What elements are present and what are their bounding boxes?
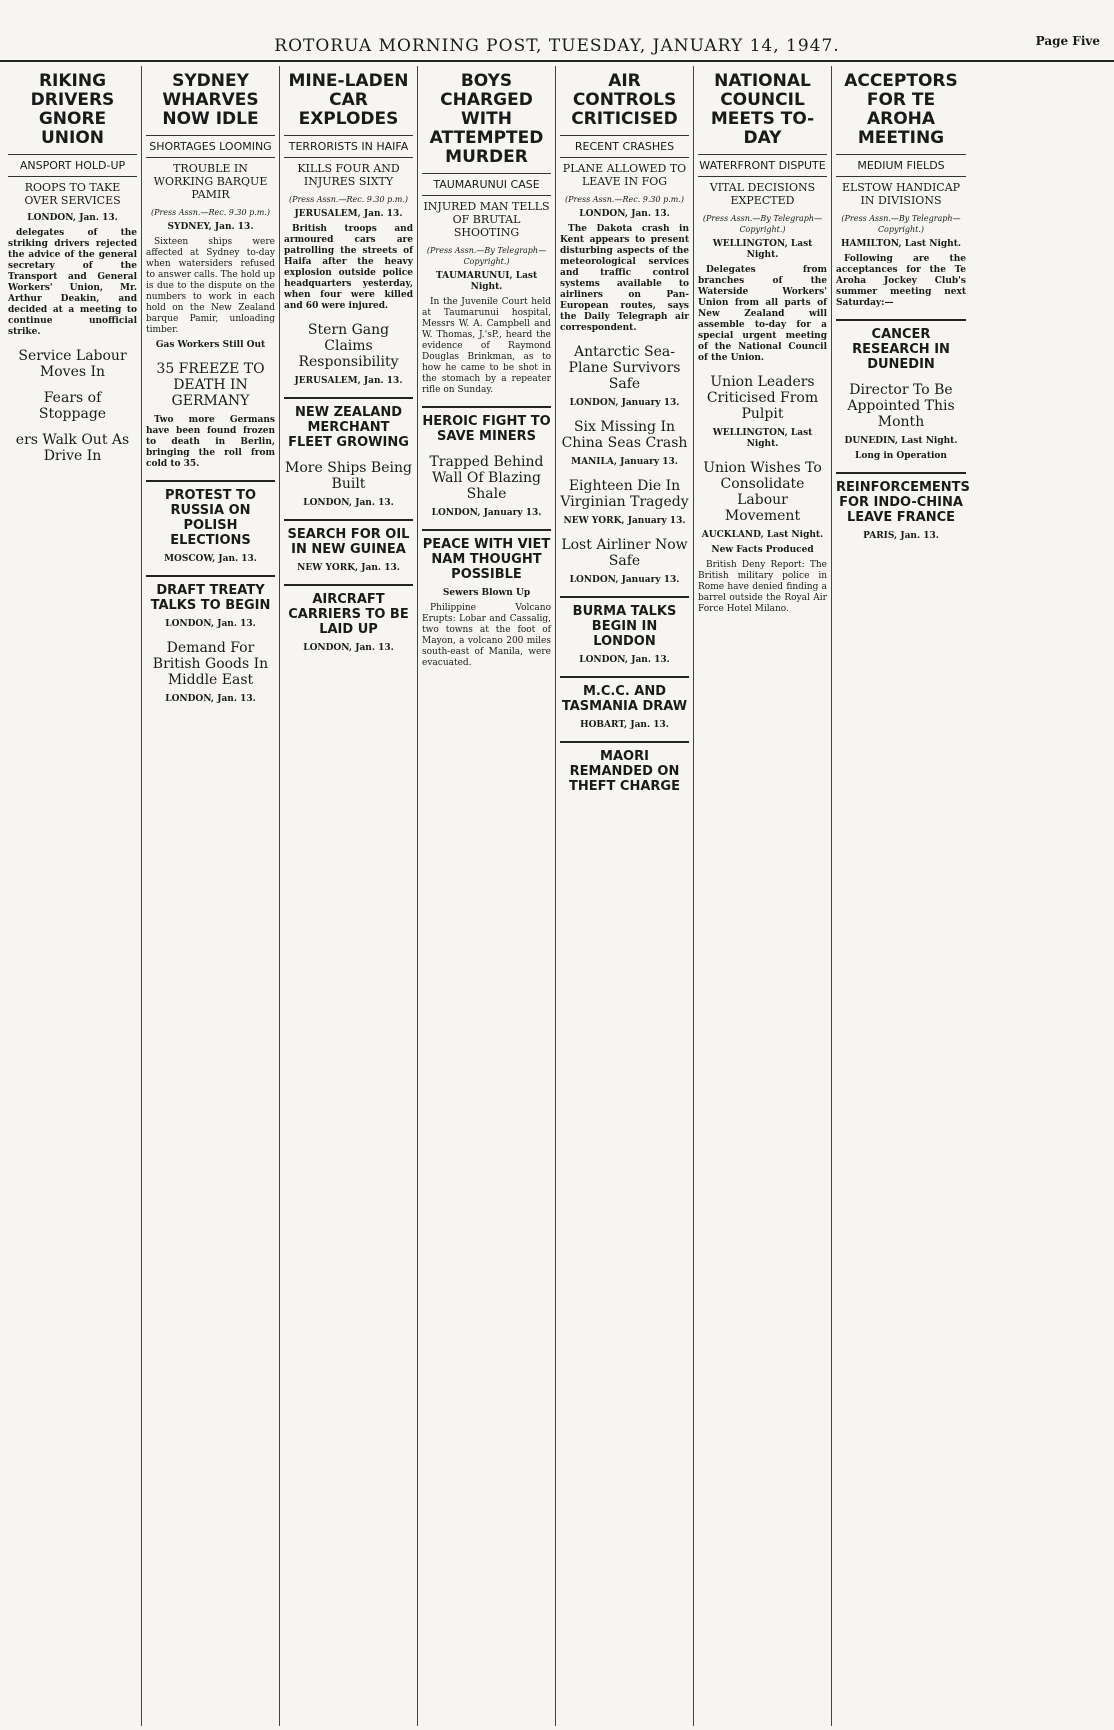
headline-2: CANCER RESEARCH IN DUNEDIN — [836, 319, 966, 372]
headline-4: MAORI REMANDED ON THEFT CHARGE — [560, 741, 689, 794]
subheading: Gas Workers Still Out — [155, 340, 266, 350]
press-credit: (Press Assn.—By Telegraph—Copyright.) — [841, 214, 961, 234]
dateline-6: HOBART, Jan. 13. — [580, 720, 669, 730]
deck: SHORTAGES LOOMING — [146, 135, 275, 158]
deck-2: VITAL DECISIONS EXPECTED — [709, 181, 816, 207]
subheading-3: Sewers Blown Up — [442, 588, 531, 598]
subheading-3: Eighteen Die In Virginian Tragedy — [560, 478, 689, 510]
headline: RIKING DRIVERS GNORE UNION — [30, 71, 115, 148]
dateline-2: AUCKLAND, Last Night. — [701, 530, 824, 540]
article-body: Delegates from branches of the Waterside Workers' Union from all parts of New Zealand will assemble to-day for a special urgent meeting of the National Council of the Union. — [698, 265, 827, 363]
press-credit: (Press Assn.—Rec. 9.30 p.m.) — [564, 195, 685, 204]
subheading-3: Long in Operation — [855, 451, 947, 461]
dateline-2: LONDON, Jan. 13. — [303, 498, 394, 508]
masthead — [0, 36, 1114, 62]
subheading-2: Trapped Behind Wall Of Blazing Shale — [429, 454, 544, 502]
article-body: delegates of the striking drivers rejected the advice of the general secretary of the Transport and General Workers' Union, Mr. Arthur Deakin, and decided at a meeting to continue unofficial strike. — [8, 228, 137, 337]
dateline-4: LONDON, Jan. 13. — [303, 643, 394, 653]
subheading-2: More Ships Being Built — [285, 460, 412, 492]
dateline-2: DUNEDIN, Last Night. — [844, 436, 958, 446]
dateline: JERUSALEM, Jan. 13. — [294, 209, 403, 219]
deck-2: INJURED MAN TELLS OF BRUTAL SHOOTING — [423, 200, 550, 239]
dateline-3: NEW YORK, Jan. 13. — [297, 563, 400, 573]
article-body: British troops and armoured cars are patrolling the streets of Haifa after the heavy explosion outside police headquarters yesterday, when four were killed and 60 were injured. — [284, 224, 413, 311]
subheading: ers Walk Out As Drive In — [15, 432, 130, 464]
dateline-5: LONDON, Jan. 13. — [579, 655, 670, 665]
press-credit: (Press Assn.—Rec. 9.30 p.m.) — [288, 195, 409, 204]
subheading-4: Lost Airliner Now Safe — [561, 537, 688, 569]
deck: MEDIUM FIELDS — [836, 154, 966, 177]
subheading-2: Union Wishes To Consolidate Labour Movement — [703, 460, 822, 524]
page-number: Page Five — [1035, 34, 1100, 48]
headline: ACCEPTORS FOR TE AROHA MEETING — [844, 71, 958, 148]
dateline: LONDON, Jan. 13. — [579, 209, 670, 219]
headline: AIR CONTROLS CRITICISED — [571, 71, 678, 129]
dateline-3: NEW YORK, January 13. — [563, 516, 686, 526]
article-body-2: Two more Germans have been found frozen to death in Berlin, bringing the roll from cold to 35. — [146, 415, 275, 469]
headline-2: NEW ZEALAND MERCHANT FLEET GROWING — [284, 397, 413, 450]
column-5 — [556, 66, 694, 1726]
subheading: Fears of Stoppage — [38, 390, 107, 422]
dateline: WELLINGTON, Last Night. — [712, 239, 813, 260]
column-6 — [694, 66, 832, 1726]
press-credit: (Press Assn.—By Telegraph—Copyright.) — [702, 214, 823, 234]
press-credit: (Press Assn.—By Telegraph—Copyright.) — [426, 246, 547, 266]
dateline-2: MANILA, January 13. — [571, 457, 678, 467]
headline-3: PEACE WITH VIET NAM THOUGHT POSSIBLE — [422, 529, 551, 582]
headline-5: Demand For British Goods In Middle East — [152, 640, 269, 688]
column-3 — [280, 66, 418, 1726]
subheading-3: New Facts Produced — [711, 545, 814, 555]
column-1 — [4, 66, 142, 1726]
headline: BOYS CHARGED WITH ATTEMPTED MURDER — [429, 71, 544, 167]
masthead-line: ROTORUA MORNING POST, TUESDAY, JANUARY 14, 1947. — [274, 36, 840, 56]
dateline-4: LONDON, Jan. 13. — [165, 619, 256, 629]
dateline-b: JERUSALEM, Jan. 13. — [294, 376, 403, 386]
press-credit: (Press Assn.—Rec. 9.30 p.m.) — [150, 208, 271, 217]
dateline-3: PARIS, Jan. 13. — [863, 531, 939, 541]
article-tail: Philippine Volcano Erupts: Lobar and Cassalig, two towns at the foot of Mayon, a volcano 200 miles south-east of Manila, were evacuated. — [422, 603, 551, 668]
headline: MINE-LADEN CAR EXPLODES — [288, 71, 409, 129]
headline-3: REINFORCEMENTS FOR INDO-CHINA LEAVE FRANCE — [836, 472, 966, 525]
dateline: HAMILTON, Last Night. — [841, 239, 961, 249]
article-tail: British Deny Report: The British military police in Rome have denied finding a barrel outside the Royal Air Force Hotel Milano. — [698, 560, 827, 614]
column-2 — [142, 66, 280, 1726]
subheading-1: Union Leaders Criticised From Pulpit — [706, 374, 819, 422]
article-body: In the Juvenile Court held at Taumarunui hospital, Messrs W. A. Campbell and W. Thomas, J.'sP., heard the evidence of Raymond Douglas Brinkman, as to how he came to be shot in the stomach by a repeater rifle on Sunday. — [422, 297, 551, 395]
headline-2: BURMA TALKS BEGIN IN LONDON — [560, 596, 689, 649]
headline-3: M.C.C. AND TASMANIA DRAW — [560, 676, 689, 714]
subheading: Stern Gang Claims Responsibility — [298, 322, 399, 370]
headline: SYDNEY WHARVES NOW IDLE — [162, 71, 259, 129]
subheading-2: Director To Be Appointed This Month — [847, 382, 955, 430]
headline-2: HEROIC FIGHT TO SAVE MINERS — [422, 406, 551, 444]
column-7 — [832, 66, 970, 1726]
dateline-3: MOSCOW, Jan. 13. — [164, 554, 257, 564]
deck: TERRORISTS IN HAIFA — [284, 135, 413, 158]
columns — [4, 66, 1110, 1726]
headline: NATIONAL COUNCIL MEETS TO-DAY — [710, 71, 815, 148]
subheading-2: Six Missing In China Seas Crash — [561, 419, 688, 451]
column-4 — [418, 66, 556, 1726]
dateline: SYDNEY, Jan. 13. — [167, 222, 254, 232]
dateline-4: LONDON, January 13. — [569, 575, 680, 585]
dateline-2: LONDON, January 13. — [431, 508, 542, 518]
article-body: The Dakota crash in Kent appears to present disturbing aspects of the meteorological services and traffic control systems available to airliners on Pan-European routes, says the Daily Telegraph air correspondent. — [560, 224, 689, 333]
subheading: Service Labour Moves In — [18, 348, 127, 380]
dateline-5: LONDON, Jan. 13. — [165, 694, 256, 704]
deck: TAUMARUNUI CASE — [422, 173, 551, 196]
article-body: Sixteen ships were affected at Sydney to-day when watersiders refused to answer calls. The hold up is due to the dispute on the numbers to work in each hold on the New Zealand barque Pamir, unloading timber. — [146, 237, 275, 335]
deck-2: ELSTOW HANDICAP IN DIVISIONS — [841, 181, 961, 207]
deck-2: TROUBLE IN WORKING BARQUE PAMIR — [153, 162, 268, 201]
deck-2: KILLS FOUR AND INJURES SIXTY — [297, 162, 400, 188]
headline-4: AIRCRAFT CARRIERS TO BE LAID UP — [284, 584, 413, 637]
article-body: Following are the acceptances for the Te Aroha Jockey Club's summer meeting next Saturday:— — [836, 254, 966, 308]
deck: ANSPORT HOLD-UP — [8, 154, 137, 177]
subheading-1: Antarctic Sea-Plane Survivors Safe — [568, 344, 681, 392]
headline-2: 35 FREEZE TO DEATH IN GERMANY — [156, 361, 265, 409]
deck-2: ROOPS TO TAKE OVER SERVICES — [24, 181, 121, 207]
headline-3: PROTEST TO RUSSIA ON POLISH ELECTIONS — [146, 480, 275, 548]
headline-4: DRAFT TREATY TALKS TO BEGIN — [146, 575, 275, 613]
headline-3: SEARCH FOR OIL IN NEW GUINEA — [284, 519, 413, 557]
dateline: TAUMARUNUI, Last Night. — [435, 271, 538, 292]
deck: RECENT CRASHES — [560, 135, 689, 158]
deck: WATERFRONT DISPUTE — [698, 154, 827, 177]
dateline: LONDON, Jan. 13. — [27, 213, 118, 223]
dateline-b: WELLINGTON, Last Night. — [712, 428, 813, 449]
dateline-b: LONDON, January 13. — [569, 398, 680, 408]
deck-2: PLANE ALLOWED TO LEAVE IN FOG — [562, 162, 687, 188]
